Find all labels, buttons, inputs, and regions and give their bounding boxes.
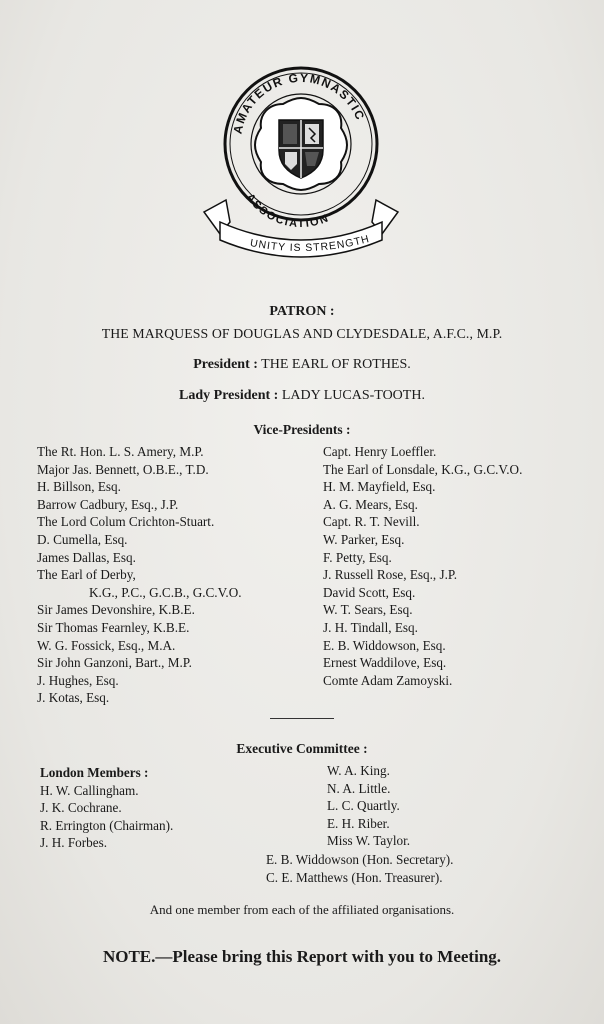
- vice-president-entry: J. H. Tindall, Esq.: [323, 619, 418, 635]
- executive-committee-heading: Executive Committee :: [236, 741, 368, 756]
- section-divider: [270, 718, 334, 719]
- executive-officers: [266, 851, 453, 886]
- executive-member: H. W. Callingham.: [40, 782, 139, 798]
- vice-president-entry: F. Petty, Esq.: [323, 549, 392, 565]
- lady-president-name: LADY LUCAS-TOOTH.: [281, 388, 425, 403]
- vice-president-entry: The Earl of Lonsdale, K.G., G.C.V.O.: [323, 461, 523, 477]
- affiliated-note: And one member from each of the affiliated organisations.: [149, 902, 455, 917]
- executive-member: J. K. Cochrane.: [40, 800, 122, 816]
- vice-president-entry: Ernest Waddilove, Esq.: [323, 655, 447, 671]
- vice-presidents-heading: Vice-Presidents :: [253, 422, 351, 437]
- vice-president-entry: D. Cumella, Esq.: [37, 531, 128, 547]
- crest-motto: UNITY IS STRENGTH: [249, 232, 372, 255]
- executive-member: N. A. Little.: [327, 780, 391, 796]
- svg-text:ASSOCIATION: [244, 192, 332, 231]
- vice-president-entry: Sir Thomas Fearnley, K.B.E.: [37, 619, 190, 635]
- vice-president-entry: David Scott, Esq.: [323, 584, 416, 600]
- president-name: THE EARL OF ROTHES.: [261, 357, 411, 372]
- executive-member: E. H. Riber.: [327, 815, 390, 831]
- vice-president-entry: W. G. Fossick, Esq., M.A.: [37, 637, 176, 653]
- hon-treasurer: C. E. Matthews (Hon. Treasurer).: [266, 869, 443, 885]
- vice-president-entry: The Earl of Derby,: [37, 567, 136, 583]
- vice-president-entry: The Rt. Hon. L. S. Amery, M.P.: [37, 444, 204, 459]
- vice-president-entry: Comte Adam Zamoyski.: [323, 672, 453, 688]
- patron-heading: PATRON :: [269, 304, 335, 319]
- president-label: President :: [193, 357, 258, 372]
- association-crest-logo: [196, 62, 406, 272]
- hon-secretary: E. B. Widdowson (Hon. Secretary).: [266, 852, 454, 867]
- vice-president-entry: Major Jas. Bennett, O.B.E., T.D.: [37, 461, 209, 477]
- vice-president-entry: The Lord Colum Crichton-Stuart.: [37, 514, 215, 530]
- executive-member: R. Errington (Chairman).: [40, 817, 174, 833]
- vice-president-entry: Sir John Ganzoni, Bart., M.P.: [37, 655, 192, 671]
- vice-presidents-left-column: [37, 443, 242, 707]
- executive-member: L. C. Quartly.: [327, 798, 400, 814]
- vice-president-entry: Capt. R. T. Nevill.: [323, 514, 420, 530]
- vice-presidents-right-column: [323, 443, 522, 689]
- vice-president-entry: W. Parker, Esq.: [323, 531, 405, 547]
- vice-president-entry: Capt. Henry Loeffler.: [323, 444, 437, 459]
- executive-left-column: [40, 764, 173, 852]
- vice-president-entry: Sir James Devonshire, K.B.E.: [37, 602, 195, 618]
- vice-president-entry-continuation: K.G., P.C., G.C.B., G.C.V.O.: [89, 584, 242, 600]
- vice-president-entry: E. B. Widdowson, Esq.: [323, 637, 446, 653]
- vice-president-entry: Barrow Cadbury, Esq., J.P.: [37, 496, 179, 512]
- meeting-note: NOTE.—Please bring this Report with you to Meeting.: [102, 947, 502, 966]
- lady-president-label: Lady President :: [179, 388, 279, 403]
- crest-ring-text: AMATEUR GYMNASTIC: [230, 70, 368, 136]
- london-members-label: London Members :: [40, 765, 149, 780]
- vice-president-entry: A. G. Mears, Esq.: [323, 496, 418, 512]
- shield-emblem: [255, 98, 347, 190]
- vice-president-entry: W. T. Sears, Esq.: [323, 602, 413, 618]
- vice-president-entry: James Dallas, Esq.: [37, 549, 136, 565]
- executive-member: Miss W. Taylor.: [327, 833, 411, 849]
- executive-member: W. A. King.: [327, 763, 390, 778]
- executive-right-column: [327, 762, 410, 850]
- executive-member: J. H. Forbes.: [40, 835, 108, 851]
- crest-ring-text-bottom: ASSOCIATION: [243, 191, 332, 231]
- vice-president-entry: J. Russell Rose, Esq., J.P.: [323, 567, 458, 583]
- lady-president-line: [0, 387, 604, 405]
- vice-president-entry: J. Hughes, Esq.: [37, 672, 119, 688]
- vice-president-entry: J. Kotas, Esq.: [37, 690, 110, 706]
- president-line: [0, 356, 604, 374]
- patron-name: THE MARQUESS OF DOUGLAS AND CLYDESDALE, A.F.C., M.P.: [101, 326, 503, 341]
- vice-president-entry: H. Billson, Esq.: [37, 479, 121, 495]
- vice-president-entry: H. M. Mayfield, Esq.: [323, 479, 436, 495]
